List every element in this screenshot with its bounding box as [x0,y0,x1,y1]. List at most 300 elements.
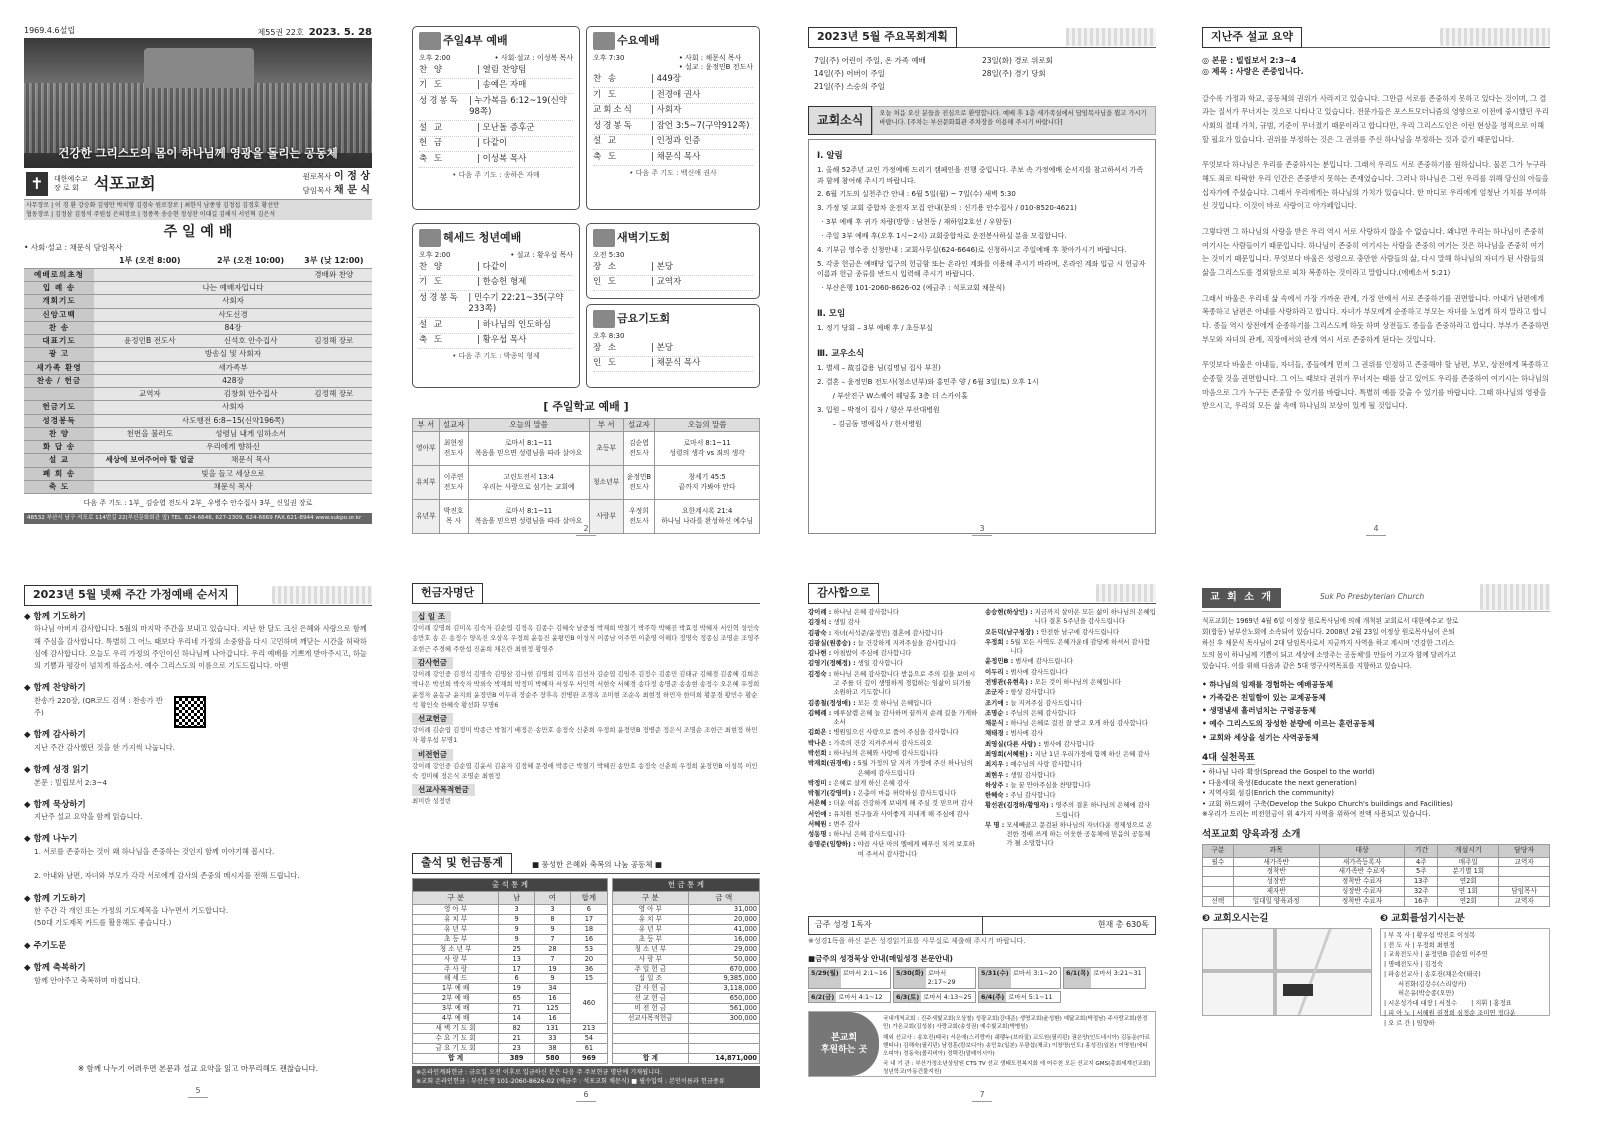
news-item: 2. 결혼 – 윤정민B 전도사(청소년부)와 홍민주 양 / 6월 3일(토) 오후 1시 [817,378,1039,387]
table-cell: 비 전 헌 금 [613,1004,689,1014]
step-text: 한 주간 각 개인 또는 가정의 기도제목을 나누면서 기도합니다. (50대 기도제목 카드를 활용해도 좋습니다.) [34,906,229,928]
thanks-text: 항상 감사합니다 [1010,688,1056,697]
order-value: | 이성복 목사 [477,153,527,164]
page-number: 7 [972,1090,992,1102]
table-cell: 정착반 수료자 [1319,897,1405,907]
order-row [593,260,753,275]
table-row [413,905,608,915]
offering-group-heading: 감사헌금 [412,657,453,669]
offering-group-names: 강이례 강인중 김경석 김명숙 김영삼 김나현 김명희 김미옥 김선자 김순엽 김임주 김정수 김종민 김태규 김혜경 김종혜 김희은 박나은 박선희 박숙자 박외숙 박재희 박정미 박혜자 서성우 서인혁 서현숙 서혜경 송다정 송명준 송송현 송정수 오은혜 우정희 윤정자 윤동규 윤지희 윤정민B 이두리 장순주 장후옥 전병완 조경옥 조미현 조순옥 최현정 하민자 한미희 황문경 황민수 황순석 황인숙 한혜숙 황선화 무명6 [412,670,760,709]
table-row [413,1043,608,1053]
table-row [613,994,760,1004]
education-title: 석포교회 양육과정 소개 [1202,829,1301,841]
plan-item: 14일(주) 어버이 주일 [814,69,885,79]
order-label: 기 도 [593,89,619,100]
news-list [808,139,1156,534]
flower-decoration [1066,28,1156,46]
table-cell: 9 [499,934,535,944]
column-header: 1부 (오전 8:00) [94,255,206,268]
thanks-text: 주님의 은혜 감사합니다 [1010,708,1077,717]
column-header: 부 서 [589,419,623,432]
thanks-text: 병원일으신 사랑으로 품어 주심을 감사합니다 [833,728,959,737]
table-cell: 125 [535,1004,571,1014]
table-cell: 54 [570,1033,607,1043]
offering-stats-table [612,878,760,1064]
reading-guide [808,967,1156,1003]
column-header: 2부 (오전 10:00) [206,255,296,268]
worship-icon [419,32,441,50]
table-cell: 670,000 [688,964,759,974]
order-label: 축 도 [419,335,445,346]
table-row [24,348,372,361]
thanks-text: 범사에 감사합니다 [1043,739,1095,748]
step-heading: ◆ 함께 나누기 [24,834,78,845]
thanks-name: 서인애 : [808,809,832,818]
thanks-text: 예루살렘 은혜 늘 감사하며 끝까지 순례 길을 가게하소서 [833,708,978,727]
table-row [613,905,760,915]
intro-header [1202,584,1550,612]
reading-item [1063,967,1146,988]
step-heading: ◆ 함께 기도하기 [24,893,86,904]
worship-step [24,765,372,789]
thanks-text: 자녀(서석준/윤정민) 결혼에 감사합니다 [833,628,944,637]
news-item: 3. 입원 – 박정이 집사 / 양산 부산대병원 [817,405,940,414]
table-cell [613,1043,689,1053]
thanks-name: 박정미 : [808,778,832,787]
thanks-title: 감사합으로 [808,583,879,604]
thanks-text: 영주의 결혼 하나님의 은혜에 감사드립니다 [1055,801,1151,819]
page-2-worship [412,26,760,542]
plan-title: 2023년 5월 주요목회계획 [808,27,957,48]
table-cell: 고린도전서 13:4 우리는 사랑으로 섬기는 교회예 [468,466,589,500]
thanks-name: 황선관(김정하/황영자) : [985,801,1054,810]
table-cell: 창세기 45:5 끝까지 가봐야 안다 [655,466,760,500]
bible-reading-bar [808,916,1156,935]
thanks-name: 박나은 : [808,738,832,747]
table-cell: 우리에게 향하신 [94,441,372,454]
page-8-introduction [1202,584,1550,1104]
table-cell: 213 [570,1023,607,1033]
youth-box [412,223,580,388]
table-cell: 영아부 [413,432,440,466]
table-row [613,1004,760,1014]
service-order [593,341,753,372]
thanks-text: 주님 감사합니다 [1010,791,1056,800]
thanks-text: 유치원 친구들과 사이좋게 지내게 해 주심에 감사 [833,809,969,818]
table-cell: 사회자 [94,401,372,414]
table-cell: 사회자 [94,295,372,308]
next-prayer: • 다음 주 기도 : 송하은 자매 [452,170,540,179]
table-cell: 6 [499,974,535,984]
reading-passage: 로마서 4:13~25 [923,992,972,1001]
offering-group-heading: 선교사목적헌금 [412,784,475,796]
table-cell: 입 례 송 [24,282,94,295]
table-row [613,964,760,974]
order-label: 헌 금 [419,138,445,149]
thanks-text: 안전한 남구에 감사드립니다 [1040,627,1119,636]
family-worship-title: 2023년 5월 넷째 주간 가정예배 순서지 [24,585,238,606]
thanks-item [985,740,1156,749]
thanks-item [985,801,1156,820]
order-row [419,137,573,152]
table-cell: 34 [535,984,571,994]
thanks-text: 지금까지 살아온 모든 삶이 하나님의 은혜입니다 결혼 5주년을 감사드립니다 [1034,608,1156,626]
thanks-item [808,670,979,698]
pastor-name: 채 문 식 [334,184,370,196]
table-cell: 제자반 [1233,887,1319,897]
table-cell: 교역자 [1499,857,1550,867]
table-cell: 선교사목적헌금 [613,1014,689,1024]
table-cell: 윤정민B 전도사 [94,335,206,348]
news-item: 1. 별세 – 故김갑용 님(김명님 집사 부친) [817,364,941,373]
table-row [613,1023,760,1033]
offering-group-names: 강이례 강인중 김순엽 김윤서 김윤자 김정혜 문경애 박종근 박철기 박혜진 송만호 송정숙 신춘희 우정희 윤정민B 이성복 이인숙 정미혜 정은식 조명순 최현정 [412,761,758,780]
order-value: | 인정과 인증 [651,136,701,147]
order-value: | 본당 [651,342,673,353]
worship-order-table [24,255,372,494]
table-cell [296,454,372,467]
reading-passage: 로마서 3:1~20 [1012,969,1058,978]
support-line: 국 내 기 관 : 부산가정소년상담원 CTS TV 선교 생태도전복지회 에 어수천 모든 선교지 GMS(총회세계선교회) 청년학교(아동건물지원) [883,1060,1151,1075]
staff-line: 허은유(박승종(오만) [1384,990,1455,998]
footnote-line: ※교회 온라인헌금 : 부산은행 101-2060-8626-02 (예금주 : 석포교회 채문식) ■ 필수입력 : 본인이름과 헌금종류 [416,1077,725,1085]
table-cell [613,1023,689,1033]
table-cell: 초 등 부 [413,934,499,944]
table-cell: 초등부 [589,432,623,466]
thanks-item [808,699,979,708]
news-item: 3. 가정 및 교회 중합차 운전자 모집 안내(문의 : 신기용 안수집사 / 010-8520-4621) [817,204,1077,213]
column-header: 합계 [570,892,607,905]
table-cell: 정착반 [1233,867,1319,877]
order-label: 기 도 [419,277,445,288]
worship-step [24,730,372,754]
table-cell: 연2회 [1438,877,1499,887]
order-row [419,291,573,318]
order-label: 찬 양 [419,261,445,272]
table-cell [1203,887,1234,897]
step-heading: ◆ 함께 성경 읽기 [24,765,89,776]
reading-item [893,991,976,1004]
thanks-item [985,781,1156,790]
order-value: | 채문식 목사 [651,358,701,369]
table-cell: 1부 예 배 [413,984,499,994]
table-cell: 9 [535,974,571,984]
page-number: 6 [576,1090,596,1102]
table-cell: 19 [535,964,571,974]
table-cell: 합 계 [413,1053,499,1063]
thanks-name: 성동명 : [808,830,832,839]
order-value: | 모난돌 증후군 [477,122,535,133]
church-name: 석포교회 [93,173,156,193]
support-line: 국내개척교회 : 진주새빛교회(오상철) 성광교회(강대준) 생명교회(윤성환) 예닮교회(박정남) 주사랑교회(한정민) 가온교회(김성봉) 사랑교회(송성권) 예수빛교회(박병원) [883,1016,1148,1031]
table-header [413,892,608,905]
thanks-text: 하나님 은혜로 걸진 잘 받고 오게 하심 감사합니다 [1010,719,1148,728]
table-cell: 빛을 들고 세상으로 [94,467,372,480]
table-cell: 로마서 8:1~11 복음을 믿으면 성령님을 따라 살아요 [468,500,589,534]
table-row [24,401,372,414]
tree-decoration [1480,584,1550,610]
table-cell: 23 [499,1043,535,1053]
order-row [419,334,573,349]
denomination: 대한예수교 장 로 회 [54,175,88,192]
thanks-name: 조명순 : [985,708,1009,717]
reading-date: 5/31(수) [979,968,1011,987]
table-cell: 28 [535,944,571,954]
order-row [419,121,573,136]
table-cell [94,268,206,281]
table-cell [688,1043,759,1053]
table-row [613,944,760,954]
table-cell: 정착반 수료자 [1319,877,1405,887]
order-value: | 교역자 [651,277,682,288]
table-cell: 20 [570,954,607,964]
ministry-goal: • 가족같은 친밀함이 있는 교제공동체 [1202,693,1326,703]
thanks-name: 최영실(다른 사랑) : [985,739,1042,748]
table-cell: 성장반 수료자 [1319,887,1405,897]
news-title: 교회소식 [808,106,872,134]
worship-title: 주 일 예 배 [163,224,233,240]
four-goals-note: ※우리가 드리는 비전헌금이 위 4가지 사역을 위하여 전액 사용되고 있습니다. [1202,810,1431,819]
order-label: 기 도 [419,80,445,91]
order-row [419,94,573,121]
table-row [413,974,608,984]
news-item: 1. 정기 당회 – 3부 예배 후 / 초등부실 [817,324,933,333]
table-cell: 13주 [1405,877,1438,887]
table-cell: 새가족반 [1233,857,1319,867]
support-label: 본교회 후원하는 곳 [809,1012,879,1076]
order-value: | 잠언 3:5~7(구약912쪽) [651,120,750,131]
thanks-name: 김광실(원종승) : [808,638,856,647]
box-title: 주일4부 예배 [443,34,508,47]
order-value: | 한승헌 형제 [477,277,527,288]
service-order [593,73,753,166]
sunday-school-table [412,418,760,534]
flower-decoration [272,586,372,604]
page-number: 2 [576,524,596,536]
reading-item [978,991,1061,1004]
thanks-list-right [985,608,1156,910]
order-row [419,318,573,333]
reading-passage: 로마서 2:17~29 [927,969,956,986]
step-heading: ◆ 함께 찬양하기 [24,683,86,694]
column-header: 기간 [1405,845,1438,857]
order-row [593,276,753,291]
thanks-text: 아침밥이 주심에 감사합니다 [833,649,912,658]
sermon-paragraph: 그래서 바울은 우리네 삶 속에서 가장 가까운 관계, 가정 안에서 서로 존중하기를 권면합니다. 아내가 남편에게 복종하고 남편은 아내를 사랑하라고 합니다. 자녀가 부모에게 순종하고 부모는 자녀를 노엽게 하지 말라고 합니다. 종들 역시 상전에게 순종하기를 그리스도께 하듯 하며 상전들도 종들을 존중하라고 합니다. 부부가 존중하면 부모와 자녀의 관계, 직장에서의 관계 역시 서로 존중하게 된다는 것입니다. [1202,293,1549,344]
page-number: 4 [1366,524,1386,536]
sermon-body [1202,92,1550,413]
order-label: 성경봉독 [593,120,634,131]
offering-group-names: 강이례 김순엽 김정미 박종근 박철기 배정은 송만호 송정숙 신춘희 우정희 윤정민B 정병준 정은식 조명순 조현근 최현정 하민자 황우섭 무명1 [412,726,758,745]
order-value: | 다같이 [477,261,508,272]
table-row [24,282,372,295]
pastor-name: 이 정 상 [334,171,370,182]
staff-row: 협동장로 | 김정삼 김정석 주원섭 은퇴장로 | 정종목 송승현 정성찬 이대길 김해식 서인혁 김은석 [26,211,276,218]
table-row [24,414,372,427]
thanks-item [985,821,1156,849]
map-title-text: 교회오시는길 [1213,913,1269,925]
sermon-paragraph: 무엇보다 바울은 아내들, 자녀들, 종들에게 먼저 그 권위를 인정하고 존중해야 할 남편, 부모, 상전에게 복종하고 순종할 것을 권면합니다. 그 어느 때보다 권위가 무너지는 때를 살고 있어도 우리를 존중하여 여기시는 하나님의 마음으로 그가 누구든 존중할 수 있기를 바랍니다. 특별히 예를 갖출 수 있기를 바랍니다. 그때 하나님의 영광을 받으시고, 우리의 모든 삶 속에 하나님의 보상이 있게 될 것입니다. [1202,360,1549,411]
reading-date: 6/2(금) [811,992,835,1001]
table-cell: 설 교 [24,454,94,467]
step-heading: ◆ 주기도문 [24,940,67,951]
worship-icon [593,310,615,328]
table-cell: 폐 회 송 [24,467,94,480]
support-box [808,1011,1156,1077]
table-cell: 5주 [1405,867,1438,877]
table-row [24,467,372,480]
worship-step [24,941,372,952]
thanks-item [808,659,979,668]
bible-total: 현재 총 630독 [1097,920,1149,929]
thanks-item [808,810,979,819]
thanks-text: 더운 여름 건강하게 보내게 해 주실 것 믿으며 감사 [833,799,974,808]
thanks-name: 조군자 : [985,688,1009,697]
table-row [413,915,608,925]
table-cell: 사도신경 [94,308,372,321]
table-cell: 65 [499,994,535,1004]
step-text: 함께 안아주고 축복하며 마칩니다. [34,975,141,985]
thanks-item [808,618,979,627]
offering-group-heading: 십 일 조 [412,611,451,623]
table-cell: 사도행전 6:8~15(신약196쪽) [94,414,372,427]
table-cell: 새가족부 [94,361,372,374]
table-cell: 나는 예배자입니다 [94,282,372,295]
order-label: 성경봉독 [419,292,460,303]
table-cell: 예배로의초청 [24,268,94,281]
table-cell: 경배와 찬양 [296,268,372,281]
service-time: 오후 8:30 [593,332,625,340]
order-label: 찬 양 [419,64,445,75]
table-cell: 새가족반 수료자 [1319,867,1405,877]
column-header: 구분 [1203,845,1234,857]
thanks-item [985,750,1156,759]
order-label: 인 도 [593,358,619,369]
thanks-name: 송명준(임향하) : [808,840,856,849]
stats-subtitle: ■ 풍성한 은혜와 축복의 나눔 공동체 ■ [532,859,662,869]
thanks-item [985,668,1156,677]
table-cell: 36 [570,964,607,974]
table-cell: 21 [499,1033,535,1043]
order-label: 찬 송 [593,74,619,85]
page-3-news [808,26,1156,542]
table-cell: 300,000 [688,1014,759,1024]
order-value: | 사회자 [651,105,682,116]
service-time: 오후 2:00 [419,251,451,259]
thanks-item [808,759,979,778]
table-cell: 580 [535,1053,571,1063]
ministry-goal: • 교회와 세상을 섬기는 사역공동체 [1202,732,1319,742]
pastor-role: 원로목사 [302,172,332,181]
table-row [413,984,608,994]
thanks-name: 이두리 : [985,667,1009,676]
table-cell: 유치부 [413,466,440,500]
staff-line: 서진화(김강수(스리랑카) [1384,980,1467,988]
stats-title: 출석 및 헌금통계 [412,853,512,874]
column-header: 대상 [1319,845,1405,857]
next-week-prayer: 다음 주 기도 : 1부_ 김승엽 전도사 2부_ 우병수 안수집사 3부_ 신일권 장로 [83,499,313,508]
flower-decoration [1096,584,1156,602]
step-heading: ◆ 함께 축복하기 [24,963,86,974]
practice-goal: • 교회 하드웨어 구축(Develop the Sukpo Church's buildings and Facilities) [1202,800,1453,809]
table-cell: 십 일 조 [613,974,689,984]
table-row [1203,867,1550,877]
practice-goal: • 지역사회 섬김(Enrich the community) [1202,789,1334,798]
thanks-text: 생일 감사합니다 [1010,770,1056,779]
table-caption: 헌 금 통 계 [613,879,760,892]
dawn-box [586,223,760,299]
table-cell: 3,118,000 [688,984,759,994]
thanks-text: 가족의 건강 지켜주셔서 감사드리오 [833,738,933,747]
wednesday-box [586,26,760,210]
table-cell: 요한계시록 21:4 하나님 나라를 완성하신 예수님 [655,500,760,534]
table-row [24,374,372,387]
table-header [413,419,760,432]
column-header: 오늘의 말씀 [468,419,589,432]
news-item: / 부산진구 W스퀘어 웨딩홀 3층 더 스카이홀 [817,392,968,401]
thanks-name: 한혜숙 : [985,791,1009,800]
column-header: 설교자 [623,419,655,432]
thanks-item [808,728,979,737]
staff-line: | 부 목 사 | 황우섭 박진호 이성복 [1384,931,1476,939]
table-cell: 3 [535,905,571,915]
table-row [24,295,372,308]
table-cell: 김창회 안수집사 [206,388,296,401]
worship-leader: • 사회·설교 : 채문식 담임목사 [24,242,123,252]
table-row [413,1053,608,1063]
table-cell: 19 [499,984,535,994]
table-cell: 15 [570,974,607,984]
thanks-text: 하나님 은혜 감사합니다 받음으로 주의 길을 보이시고 주를 더 깊이 생명하게 경험하는 임삶이 되기를 소원하고 기도합니다 [833,669,976,697]
box-title: 새벽기도회 [617,231,671,244]
order-row [419,276,573,291]
table-row [613,934,760,944]
table-cell: 최현정 전도사 [439,432,468,466]
issue-line [24,26,372,38]
table-row [613,974,760,984]
offering-donors [412,608,760,848]
step-text: 본문 : 빌립보서 2:3~4 [34,777,108,787]
order-row [593,73,753,88]
table-cell: 14,871,000 [688,1053,759,1063]
table-cell: 61 [570,1043,607,1053]
staff-line: | 파송선교사 | 송호진(채은숙(태국) [1384,970,1481,978]
service-meta: • 설교 : 황우섭 목사 [510,251,573,259]
table-row [24,454,372,467]
offering-group-names: 최미란 성정빈 [412,797,452,806]
page-number: 5 [188,1086,208,1098]
table-cell: 9 [535,925,571,935]
thanks-name: 서혜원 : [808,819,832,828]
order-row [419,79,573,94]
column-header: 구 분 [613,892,689,905]
order-label: 장 소 [593,261,619,272]
table-row [1203,857,1550,867]
order-value: | 황우섭 목사 [477,335,527,346]
staff-line: | 시온성가대 대장 | 서정수 | 지휘 | 홍정표 [1384,1000,1512,1008]
table-cell: 수 요 기 도 회 [413,1033,499,1043]
news-item: – 김금돔 명예집사 / 한서병원 [817,419,922,428]
cover-banner: 건강한 그리스도의 몸이 하나님께 영광을 돌리는 공동체 [58,146,338,161]
thanks-text: 5월 가정의 달 지켜 가정에 주신 하나님의 은혜에 감사드립니다 [857,759,973,777]
thanks-item [985,678,1156,687]
worship-icon [593,32,615,50]
order-row [419,260,573,275]
offering-group-names: 강이례 강명희 김미옥 김숙자 김순엽 김정옥 김종수 김혜숙 남중청 박재희 박철기 박주학 박혜진 박효정 박혜자 서인혁 성인숙 송만호 송 은 송정수 양옥진 오상옥 우정희 윤동진 윤왕민B 이성식 이종남 이주연 이춘영 이해다 정명숙 정종심 조명순 조영주 조현근 주경혜 주한섭 진윤희 채은란 최현정 황영주 [412,624,760,653]
table-cell: 2부 예 배 [413,994,499,1004]
table-caption: 출 석 통 계 [413,879,608,892]
page-7-thanks [808,584,1156,1104]
